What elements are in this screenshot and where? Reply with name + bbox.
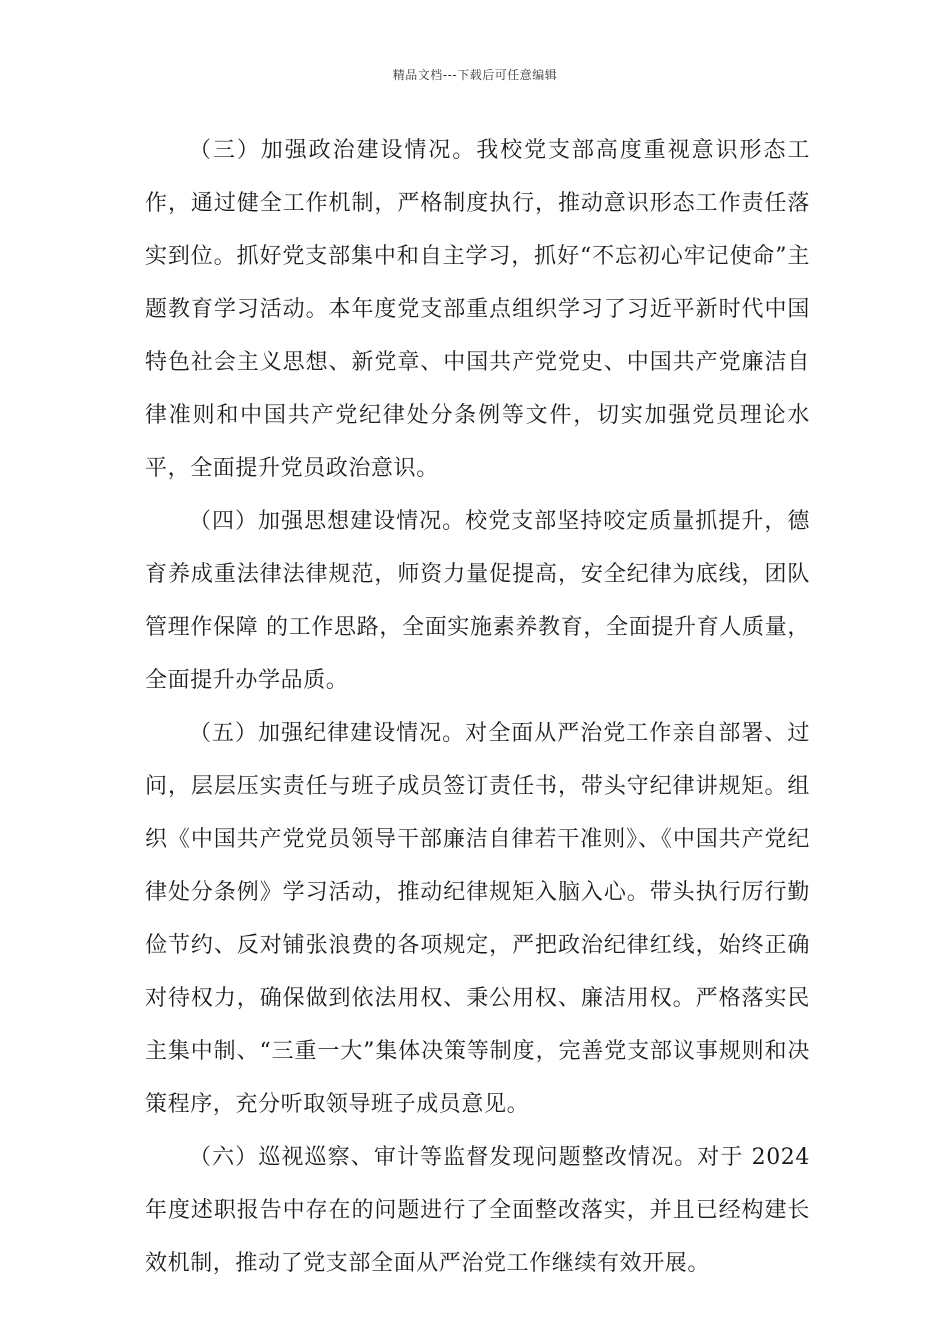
paragraph-ideology: （四）加强思想建设情况。校党支部坚持咬定质量抓提升，德育养成重法律法律规范，师资力量促提高，安全纪律为底线，团队管理作保障 的工作思路，全面实施素养教育，全面提升育人质量，全面提升办学品质。 xyxy=(145,509,810,693)
page-header: 精品文档---下载后可任意编辑 xyxy=(392,68,558,82)
paragraph-discipline: （五）加强纪律建设情况。对全面从严治党工作亲自部署、过问，层层压实责任与班子成员签订责任书，带头守纪律讲规矩。组织《中国共产党党员领导干部廉洁自律若干准则》、《中国共产党纪律处分条例》学习活动，推动纪律规矩入脑入心。带头执行厉行勤俭节约、反对铺张浪费的各项规定，严把政治纪律红线，始终正确对待权力，确保做到依法用权、秉公用权、廉洁用权。严格落实民主集中制、“三重一大”集体决策等制度，完善党支部议事规则和决策程序，充分听取领导班子成员意见。 xyxy=(145,721,810,1117)
paragraph-inspection: （六）巡视巡察、审计等监督发现问题整改情况。对于 2024 年度述职报告中存在的问题进行了全面整改落实，并且已经构建长效机制，推动了党支部全面从严治党工作继续有效开展。 xyxy=(145,1145,810,1276)
document-body xyxy=(145,124,810,1290)
paragraph-politics: （三）加强政治建设情况。我校党支部高度重视意识形态工作，通过健全工作机制，严格制度执行，推动意识形态工作责任落实到位。抓好党支部集中和自主学习，抓好“不忘初心牢记使命”主题教育学习活动。本年度党支部重点组织学习了习近平新时代中国特色社会主义思想、新党章、中国共产党党史、中国共产党廉洁自律准则和中国共产党纪律处分条例等文件，切实加强党员理论水平，全面提升党员政治意识。 xyxy=(145,138,810,481)
